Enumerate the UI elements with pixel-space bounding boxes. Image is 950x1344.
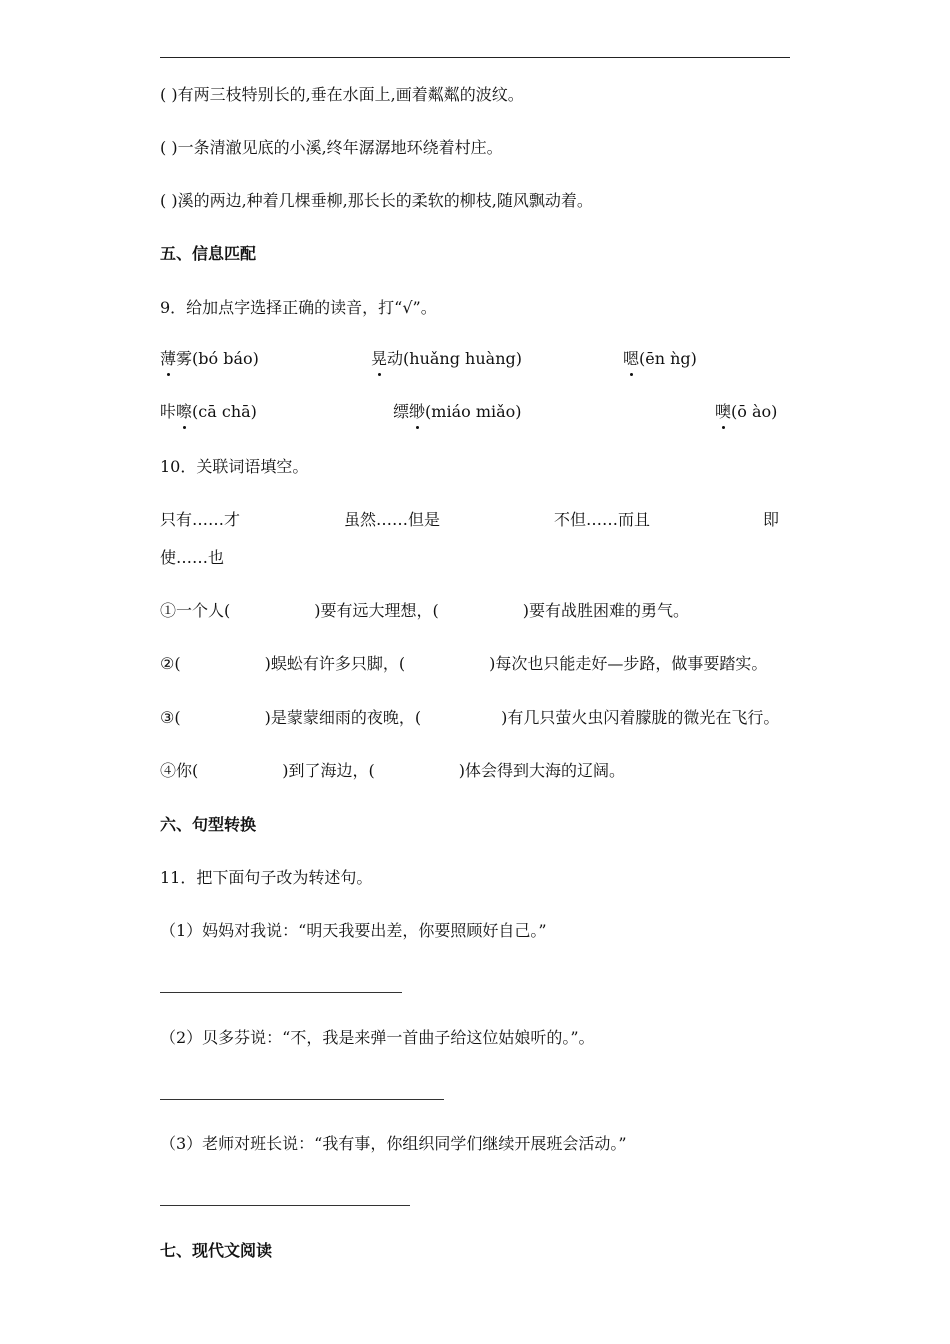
conjunction-option-4-cont: 使……也 bbox=[160, 548, 225, 567]
pinyin-item-3 bbox=[623, 348, 697, 370]
dotted-char: 晃 bbox=[371, 349, 388, 368]
rewrite-item-2: （2）贝多芬说：“不，我是来弹一首曲子给这位姑娘听的。”。 bbox=[160, 1028, 595, 1047]
section-title-7: 七、现代文阅读 bbox=[160, 1241, 273, 1260]
order-item-2 bbox=[160, 137, 503, 159]
conjunction-option-4: 即 bbox=[763, 510, 780, 529]
question-10-prompt: 10．关联词语填空。 bbox=[160, 457, 309, 476]
dotted-char: 缈 bbox=[409, 402, 426, 421]
order-item-text: 一条清澈见底的小溪,终年潺潺地环绕着村庄。 bbox=[177, 138, 503, 157]
pinyin-options[interactable]: (huǎng huàng) bbox=[403, 349, 522, 368]
answer-line-1[interactable] bbox=[160, 992, 402, 993]
conjunction-option-2: 虽然……但是 bbox=[344, 510, 441, 529]
pinyin-options[interactable]: (bó báo) bbox=[192, 349, 259, 368]
pinyin-item-2: 晃动(huǎng huàng) bbox=[371, 349, 522, 368]
order-item-text: 有两三枝特别长的,垂在水面上,画着粼粼的波纹。 bbox=[177, 85, 524, 104]
order-item-1 bbox=[160, 84, 524, 106]
order-item-text: 溪的两边,种着几棵垂柳,那长长的柔软的柳枝,随风飘动着。 bbox=[177, 191, 593, 210]
pinyin-options[interactable]: (ēn ǹg) bbox=[639, 349, 697, 368]
answer-line-3[interactable] bbox=[160, 1205, 410, 1206]
pinyin-options[interactable]: (ō ào) bbox=[731, 402, 778, 421]
section-title-5: 五、信息匹配 bbox=[160, 244, 257, 263]
fill-item-3: ③( )是蒙蒙细雨的夜晚，( )有几只萤火虫闪着朦胧的微光在飞行。 bbox=[160, 708, 780, 727]
section-title-6: 六、句型转换 bbox=[160, 815, 257, 834]
pinyin-item-6 bbox=[715, 401, 777, 423]
rewrite-item-3: （3）老师对班长说：“我有事，你组织同学们继续开展班会活动。” bbox=[160, 1134, 627, 1153]
pinyin-item-5: 缥缈(miáo miǎo) bbox=[393, 402, 522, 421]
question-11-prompt: 11．把下面句子改为转述句。 bbox=[160, 868, 373, 887]
pinyin-options[interactable]: (miáo miǎo) bbox=[425, 402, 522, 421]
dotted-char: 嗯 bbox=[623, 349, 640, 368]
fill-item-4: ④你( )到了海边，( )体会得到大海的辽阔。 bbox=[160, 761, 626, 780]
pinyin-item-4: 咔嚓(cā chā) bbox=[160, 402, 257, 421]
answer-line-2[interactable] bbox=[160, 1099, 444, 1100]
question-9-prompt: 9．给加点字选择正确的读音，打“√”。 bbox=[160, 298, 437, 317]
conjunction-option-3: 不但……而且 bbox=[554, 510, 651, 529]
order-item-3 bbox=[160, 190, 593, 212]
rewrite-item-1: （1）妈妈对我说：“明天我要出差，你要照顾好自己。” bbox=[160, 921, 547, 940]
header-rule bbox=[160, 57, 790, 58]
pinyin-options[interactable]: (cā chā) bbox=[192, 402, 257, 421]
fill-item-1: ①一个人( )要有远大理想，( )要有战胜困难的勇气。 bbox=[160, 601, 690, 620]
pinyin-item-1: 薄雾(bó báo) bbox=[160, 349, 259, 368]
conjunction-option-1: 只有……才 bbox=[160, 510, 241, 529]
dotted-char: 薄 bbox=[160, 349, 177, 368]
dotted-char: 嚓 bbox=[176, 402, 193, 421]
dotted-char: 噢 bbox=[715, 402, 732, 421]
fill-item-2: ②( )蜈蚣有许多只脚，( )每次也只能走好—步路，做事要踏实。 bbox=[160, 654, 768, 673]
answer-bracket[interactable]: ( ) bbox=[160, 85, 178, 104]
answer-bracket[interactable]: ( ) bbox=[160, 138, 178, 157]
answer-bracket[interactable]: ( ) bbox=[160, 191, 178, 210]
